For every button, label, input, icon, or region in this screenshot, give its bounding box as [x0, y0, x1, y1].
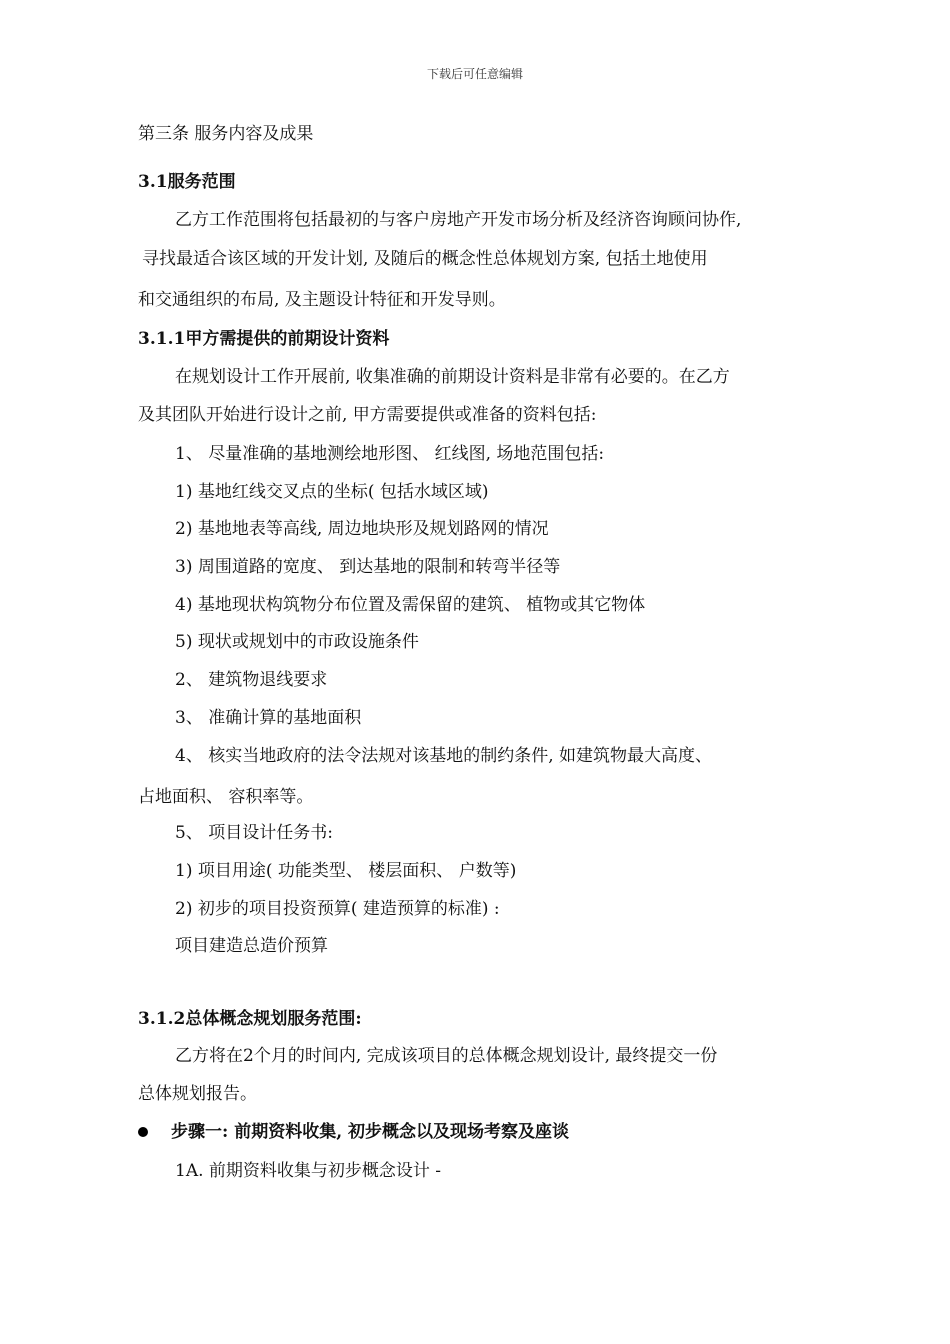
paragraph-line: 在规划设计工作开展前, 收集准确的前期设计资料是非常有必要的。在乙方: [175, 367, 730, 387]
paragraph-line: 乙方将在2个月的时间内, 完成该项目的总体概念规划设计, 最终提交一份: [175, 1046, 718, 1066]
step-heading: 步骤一: 前期资料收集, 初步概念以及现场考察及座谈: [171, 1122, 570, 1142]
paragraph-line: 及其团队开始进行设计之前, 甲方需要提供或准备的资料包括:: [138, 405, 597, 425]
paragraph-line: 乙方工作范围将包括最初的与客户房地产开发市场分析及经济咨询顾问协作,: [175, 210, 742, 230]
list-item: 1、 尽量准确的基地测绘地形图、 红线图, 场地范围包括:: [175, 444, 605, 464]
article-title: 第三条 服务内容及成果: [138, 124, 314, 144]
sub-step-heading: 1A. 前期资料收集与初步概念设计 -: [175, 1161, 442, 1181]
list-item: 4、 核实当地政府的法令法规对该基地的制约条件, 如建筑物最大高度、: [175, 746, 713, 766]
list-item: 1) 基地红线交叉点的坐标( 包括水域区域): [175, 482, 489, 502]
list-item: 3、 准确计算的基地面积: [175, 708, 362, 728]
page-header: 下载后可任意编辑: [426, 67, 523, 81]
list-item: 5) 现状或规划中的市政设施条件: [175, 632, 419, 652]
paragraph-line: 总体规划报告。: [138, 1084, 257, 1104]
list-item: 4) 基地现状构筑物分布位置及需保留的建筑、 植物或其它物体: [175, 595, 646, 615]
list-item: 5、 项目设计任务书:: [175, 823, 333, 843]
list-item: 2) 初步的项目投资预算( 建造预算的标准) :: [175, 899, 500, 919]
list-item-continuation: 占地面积、 容积率等。: [138, 787, 314, 807]
list-item: 1) 项目用途( 功能类型、 楼层面积、 户数等): [175, 861, 517, 881]
list-item: 2、 建筑物退线要求: [175, 670, 328, 690]
bullet-icon: [138, 1127, 148, 1137]
paragraph-line: 寻找最适合该区域的开发计划, 及随后的概念性总体规划方案, 包括土地使用: [142, 249, 708, 269]
section-heading-3-1-1: 3.1.1甲方需提供的前期设计资料: [138, 329, 390, 349]
section-heading-3-1-2: 3.1.2总体概念规划服务范围:: [138, 1009, 362, 1029]
list-item: 项目建造总造价预算: [175, 936, 328, 956]
list-item: 2) 基地地表等高线, 周边地块形及规划路网的情况: [175, 519, 549, 539]
section-heading-3-1: 3.1服务范围: [138, 172, 236, 192]
list-item: 3) 周围道路的宽度、 到达基地的限制和转弯半径等: [175, 557, 561, 577]
paragraph-line: 和交通组织的布局, 及主题设计特征和开发导则。: [138, 290, 506, 310]
